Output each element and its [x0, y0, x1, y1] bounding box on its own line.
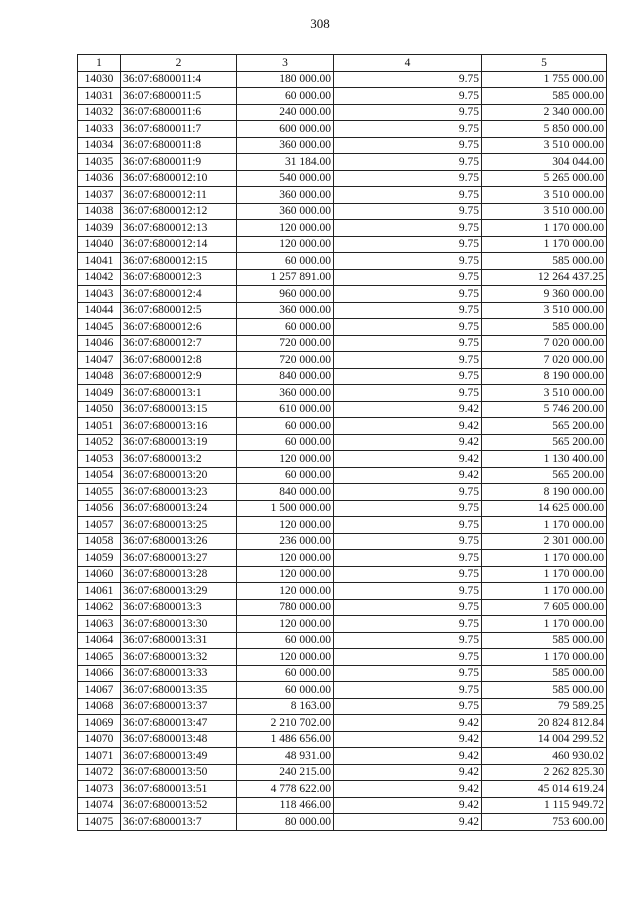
row-number-cell: 14051 [78, 418, 121, 435]
rate-cell: 9.75 [334, 104, 482, 121]
table-row [78, 616, 607, 633]
table-row [78, 368, 607, 385]
cadastral-number-cell: 36:07:6800012:13 [121, 220, 237, 237]
rate-cell: 9.75 [334, 302, 482, 319]
value-cell: 1 170 000.00 [482, 616, 607, 633]
value-cell: 1 130 400.00 [482, 451, 607, 468]
value-cell: 7 020 000.00 [482, 352, 607, 369]
rate-cell: 9.75 [334, 335, 482, 352]
cadastral-number-cell: 36:07:6800013:51 [121, 781, 237, 798]
cadastral-number-cell: 36:07:6800013:50 [121, 764, 237, 781]
row-number-cell: 14039 [78, 220, 121, 237]
cadastral-number-cell: 36:07:6800012:8 [121, 352, 237, 369]
area-cell: 120 000.00 [237, 451, 334, 468]
table-row [78, 467, 607, 484]
table-row [78, 121, 607, 138]
table-row [78, 335, 607, 352]
table-row [78, 236, 607, 253]
row-number-cell: 14036 [78, 170, 121, 187]
value-cell: 2 301 000.00 [482, 533, 607, 550]
cadastral-number-cell: 36:07:6800011:6 [121, 104, 237, 121]
row-number-cell: 14034 [78, 137, 121, 154]
cadastral-number-cell: 36:07:6800013:33 [121, 665, 237, 682]
table-row [78, 748, 607, 765]
value-cell: 1 170 000.00 [482, 550, 607, 567]
area-cell: 360 000.00 [237, 187, 334, 204]
cadastral-number-cell: 36:07:6800013:48 [121, 731, 237, 748]
rate-cell: 9.75 [334, 682, 482, 699]
value-cell: 304 044.00 [482, 154, 607, 171]
rate-cell: 9.75 [334, 236, 482, 253]
rate-cell: 9.42 [334, 467, 482, 484]
area-cell: 120 000.00 [237, 236, 334, 253]
area-cell: 60 000.00 [237, 434, 334, 451]
table-row [78, 632, 607, 649]
row-number-cell: 14054 [78, 467, 121, 484]
table-row [78, 220, 607, 237]
area-cell: 600 000.00 [237, 121, 334, 138]
row-number-cell: 14041 [78, 253, 121, 270]
row-number-cell: 14040 [78, 236, 121, 253]
cadastral-number-cell: 36:07:6800012:15 [121, 253, 237, 270]
cadastral-number-cell: 36:07:6800012:6 [121, 319, 237, 336]
cadastral-number-cell: 36:07:6800013:29 [121, 583, 237, 600]
area-cell: 360 000.00 [237, 385, 334, 402]
value-cell: 2 262 825.30 [482, 764, 607, 781]
rate-cell: 9.42 [334, 451, 482, 468]
cadastral-number-cell: 36:07:6800013:28 [121, 566, 237, 583]
table-row [78, 434, 607, 451]
row-number-cell: 14071 [78, 748, 121, 765]
cadastral-number-cell: 36:07:6800013:3 [121, 599, 237, 616]
row-number-cell: 14067 [78, 682, 121, 699]
value-cell: 8 190 000.00 [482, 484, 607, 501]
area-cell: 4 778 622.00 [237, 781, 334, 798]
table-row [78, 814, 607, 831]
rate-cell: 9.75 [334, 170, 482, 187]
row-number-cell: 14056 [78, 500, 121, 517]
value-cell: 3 510 000.00 [482, 187, 607, 204]
table-row [78, 71, 607, 88]
table-row [78, 104, 607, 121]
area-cell: 60 000.00 [237, 665, 334, 682]
rate-cell: 9.42 [334, 418, 482, 435]
area-cell: 240 000.00 [237, 104, 334, 121]
rate-cell: 9.75 [334, 698, 482, 715]
rate-cell: 9.75 [334, 71, 482, 88]
cadastral-number-cell: 36:07:6800013:35 [121, 682, 237, 699]
value-cell: 585 000.00 [482, 665, 607, 682]
row-number-cell: 14049 [78, 385, 121, 402]
area-cell: 360 000.00 [237, 302, 334, 319]
table-row [78, 302, 607, 319]
cadastral-number-cell: 36:07:6800012:12 [121, 203, 237, 220]
value-cell: 753 600.00 [482, 814, 607, 831]
value-cell: 585 000.00 [482, 88, 607, 105]
table-row [78, 269, 607, 286]
table-row [78, 550, 607, 567]
value-cell: 565 200.00 [482, 467, 607, 484]
rate-cell: 9.75 [334, 220, 482, 237]
rate-cell: 9.75 [334, 286, 482, 303]
row-number-cell: 14064 [78, 632, 121, 649]
row-number-cell: 14060 [78, 566, 121, 583]
area-cell: 2 210 702.00 [237, 715, 334, 732]
area-cell: 236 000.00 [237, 533, 334, 550]
rate-cell: 9.75 [334, 517, 482, 534]
value-cell: 79 589.25 [482, 698, 607, 715]
table-row [78, 286, 607, 303]
cadastral-number-cell: 36:07:6800013:25 [121, 517, 237, 534]
cadastral-number-cell: 36:07:6800012:5 [121, 302, 237, 319]
rate-cell: 9.42 [334, 748, 482, 765]
rate-cell: 9.75 [334, 616, 482, 633]
row-number-cell: 14045 [78, 319, 121, 336]
value-cell: 1 170 000.00 [482, 236, 607, 253]
area-cell: 80 000.00 [237, 814, 334, 831]
value-cell: 3 510 000.00 [482, 137, 607, 154]
value-cell: 5 746 200.00 [482, 401, 607, 418]
cadastral-number-cell: 36:07:6800013:24 [121, 500, 237, 517]
area-cell: 360 000.00 [237, 203, 334, 220]
table-row [78, 352, 607, 369]
table-row [78, 484, 607, 501]
value-cell: 14 004 299.52 [482, 731, 607, 748]
table-row [78, 517, 607, 534]
area-cell: 610 000.00 [237, 401, 334, 418]
area-cell: 960 000.00 [237, 286, 334, 303]
row-number-cell: 14044 [78, 302, 121, 319]
value-cell: 1 170 000.00 [482, 583, 607, 600]
value-cell: 1 170 000.00 [482, 649, 607, 666]
value-cell: 1 170 000.00 [482, 220, 607, 237]
rate-cell: 9.75 [334, 121, 482, 138]
table-row [78, 583, 607, 600]
cadastral-number-cell: 36:07:6800013:31 [121, 632, 237, 649]
area-cell: 360 000.00 [237, 137, 334, 154]
row-number-cell: 14069 [78, 715, 121, 732]
value-cell: 3 510 000.00 [482, 203, 607, 220]
row-number-cell: 14068 [78, 698, 121, 715]
table-row [78, 682, 607, 699]
table-row [78, 154, 607, 171]
row-number-cell: 14048 [78, 368, 121, 385]
row-number-cell: 14035 [78, 154, 121, 171]
value-cell: 1 115 949.72 [482, 797, 607, 814]
column-header-5: 5 [482, 55, 607, 72]
row-number-cell: 14052 [78, 434, 121, 451]
area-cell: 240 215.00 [237, 764, 334, 781]
cadastral-number-cell: 36:07:6800013:23 [121, 484, 237, 501]
area-cell: 720 000.00 [237, 335, 334, 352]
area-cell: 1 257 891.00 [237, 269, 334, 286]
table-row [78, 137, 607, 154]
cadastral-number-cell: 36:07:6800013:15 [121, 401, 237, 418]
table-row [78, 203, 607, 220]
area-cell: 60 000.00 [237, 682, 334, 699]
table-row [78, 698, 607, 715]
rate-cell: 9.42 [334, 814, 482, 831]
table-row [78, 88, 607, 105]
value-cell: 9 360 000.00 [482, 286, 607, 303]
value-cell: 585 000.00 [482, 682, 607, 699]
cadastral-number-cell: 36:07:6800013:30 [121, 616, 237, 633]
value-cell: 1 170 000.00 [482, 566, 607, 583]
value-cell: 3 510 000.00 [482, 385, 607, 402]
row-number-cell: 14074 [78, 797, 121, 814]
value-cell: 585 000.00 [482, 632, 607, 649]
cadastral-number-cell: 36:07:6800011:7 [121, 121, 237, 138]
row-number-cell: 14043 [78, 286, 121, 303]
table-row [78, 731, 607, 748]
rate-cell: 9.42 [334, 731, 482, 748]
cadastral-number-cell: 36:07:6800013:27 [121, 550, 237, 567]
cadastral-number-cell: 36:07:6800013:47 [121, 715, 237, 732]
area-cell: 840 000.00 [237, 368, 334, 385]
row-number-cell: 14058 [78, 533, 121, 550]
column-header-3: 3 [237, 55, 334, 72]
value-cell: 7 605 000.00 [482, 599, 607, 616]
row-number-cell: 14055 [78, 484, 121, 501]
cadastral-number-cell: 36:07:6800012:14 [121, 236, 237, 253]
area-cell: 1 486 656.00 [237, 731, 334, 748]
rate-cell: 9.75 [334, 484, 482, 501]
table-row [78, 385, 607, 402]
table-row [78, 715, 607, 732]
cadastral-number-cell: 36:07:6800013:1 [121, 385, 237, 402]
rate-cell: 9.75 [334, 187, 482, 204]
table-header-row [78, 55, 607, 72]
area-cell: 8 163.00 [237, 698, 334, 715]
cadastral-number-cell: 36:07:6800013:19 [121, 434, 237, 451]
area-cell: 120 000.00 [237, 220, 334, 237]
area-cell: 118 466.00 [237, 797, 334, 814]
value-cell: 14 625 000.00 [482, 500, 607, 517]
area-cell: 120 000.00 [237, 583, 334, 600]
rate-cell: 9.75 [334, 203, 482, 220]
table-row [78, 566, 607, 583]
area-cell: 180 000.00 [237, 71, 334, 88]
area-cell: 60 000.00 [237, 632, 334, 649]
column-header-2: 2 [121, 55, 237, 72]
table-row [78, 781, 607, 798]
row-number-cell: 14062 [78, 599, 121, 616]
table-row [78, 170, 607, 187]
row-number-cell: 14046 [78, 335, 121, 352]
area-cell: 120 000.00 [237, 550, 334, 567]
cadastral-number-cell: 36:07:6800013:20 [121, 467, 237, 484]
area-cell: 840 000.00 [237, 484, 334, 501]
rate-cell: 9.75 [334, 665, 482, 682]
cadastral-number-cell: 36:07:6800011:9 [121, 154, 237, 171]
area-cell: 31 184.00 [237, 154, 334, 171]
row-number-cell: 14061 [78, 583, 121, 600]
value-cell: 5 265 000.00 [482, 170, 607, 187]
rate-cell: 9.75 [334, 533, 482, 550]
table-row [78, 533, 607, 550]
cadastral-number-cell: 36:07:6800012:9 [121, 368, 237, 385]
value-cell: 45 014 619.24 [482, 781, 607, 798]
cadastral-number-cell: 36:07:6800013:52 [121, 797, 237, 814]
row-number-cell: 14075 [78, 814, 121, 831]
value-cell: 565 200.00 [482, 434, 607, 451]
value-cell: 2 340 000.00 [482, 104, 607, 121]
row-number-cell: 14047 [78, 352, 121, 369]
row-number-cell: 14050 [78, 401, 121, 418]
column-header-4: 4 [334, 55, 482, 72]
rate-cell: 9.75 [334, 368, 482, 385]
row-number-cell: 14073 [78, 781, 121, 798]
cadastral-number-cell: 36:07:6800013:2 [121, 451, 237, 468]
area-cell: 720 000.00 [237, 352, 334, 369]
row-number-cell: 14063 [78, 616, 121, 633]
area-cell: 48 931.00 [237, 748, 334, 765]
page-number: 308 [310, 16, 330, 31]
area-cell: 780 000.00 [237, 599, 334, 616]
rate-cell: 9.42 [334, 434, 482, 451]
cadastral-number-cell: 36:07:6800013:26 [121, 533, 237, 550]
cadastral-number-cell: 36:07:6800013:7 [121, 814, 237, 831]
rate-cell: 9.75 [334, 88, 482, 105]
table-row [78, 665, 607, 682]
rate-cell: 9.75 [334, 154, 482, 171]
area-cell: 60 000.00 [237, 418, 334, 435]
row-number-cell: 14072 [78, 764, 121, 781]
row-number-cell: 14057 [78, 517, 121, 534]
rate-cell: 9.42 [334, 764, 482, 781]
rate-cell: 9.75 [334, 599, 482, 616]
row-number-cell: 14042 [78, 269, 121, 286]
data-table [77, 54, 607, 831]
table-row [78, 599, 607, 616]
cadastral-number-cell: 36:07:6800011:8 [121, 137, 237, 154]
row-number-cell: 14037 [78, 187, 121, 204]
row-number-cell: 14053 [78, 451, 121, 468]
area-cell: 60 000.00 [237, 253, 334, 270]
area-cell: 60 000.00 [237, 467, 334, 484]
cadastral-number-cell: 36:07:6800013:49 [121, 748, 237, 765]
value-cell: 585 000.00 [482, 253, 607, 270]
area-cell: 1 500 000.00 [237, 500, 334, 517]
rate-cell: 9.75 [334, 352, 482, 369]
area-cell: 120 000.00 [237, 649, 334, 666]
rate-cell: 9.42 [334, 401, 482, 418]
row-number-cell: 14031 [78, 88, 121, 105]
row-number-cell: 14066 [78, 665, 121, 682]
table-row [78, 649, 607, 666]
cadastral-number-cell: 36:07:6800011:4 [121, 71, 237, 88]
column-header-1: 1 [78, 55, 121, 72]
row-number-cell: 14033 [78, 121, 121, 138]
rate-cell: 9.75 [334, 137, 482, 154]
rate-cell: 9.42 [334, 781, 482, 798]
rate-cell: 9.42 [334, 797, 482, 814]
area-cell: 540 000.00 [237, 170, 334, 187]
row-number-cell: 14038 [78, 203, 121, 220]
value-cell: 1 170 000.00 [482, 517, 607, 534]
cadastral-number-cell: 36:07:6800013:37 [121, 698, 237, 715]
table-row [78, 500, 607, 517]
row-number-cell: 14070 [78, 731, 121, 748]
rate-cell: 9.42 [334, 715, 482, 732]
table-row [78, 451, 607, 468]
value-cell: 8 190 000.00 [482, 368, 607, 385]
value-cell: 565 200.00 [482, 418, 607, 435]
table-row [78, 187, 607, 204]
table-row [78, 764, 607, 781]
rate-cell: 9.75 [334, 649, 482, 666]
area-cell: 60 000.00 [237, 88, 334, 105]
value-cell: 585 000.00 [482, 319, 607, 336]
table-row [78, 401, 607, 418]
rate-cell: 9.75 [334, 269, 482, 286]
value-cell: 460 930.02 [482, 748, 607, 765]
cadastral-number-cell: 36:07:6800013:32 [121, 649, 237, 666]
rate-cell: 9.75 [334, 632, 482, 649]
cadastral-number-cell: 36:07:6800012:4 [121, 286, 237, 303]
area-cell: 120 000.00 [237, 566, 334, 583]
cadastral-number-cell: 36:07:6800012:11 [121, 187, 237, 204]
row-number-cell: 14065 [78, 649, 121, 666]
cadastral-number-cell: 36:07:6800012:10 [121, 170, 237, 187]
row-number-cell: 14030 [78, 71, 121, 88]
area-cell: 120 000.00 [237, 517, 334, 534]
cadastral-number-cell: 36:07:6800011:5 [121, 88, 237, 105]
value-cell: 3 510 000.00 [482, 302, 607, 319]
value-cell: 1 755 000.00 [482, 71, 607, 88]
cadastral-number-cell: 36:07:6800013:16 [121, 418, 237, 435]
cadastral-number-cell: 36:07:6800012:3 [121, 269, 237, 286]
area-cell: 60 000.00 [237, 319, 334, 336]
rate-cell: 9.75 [334, 566, 482, 583]
value-cell: 12 264 437.25 [482, 269, 607, 286]
rate-cell: 9.75 [334, 550, 482, 567]
value-cell: 5 850 000.00 [482, 121, 607, 138]
cadastral-number-cell: 36:07:6800012:7 [121, 335, 237, 352]
table-row [78, 797, 607, 814]
rate-cell: 9.75 [334, 385, 482, 402]
rate-cell: 9.75 [334, 583, 482, 600]
rate-cell: 9.75 [334, 253, 482, 270]
row-number-cell: 14059 [78, 550, 121, 567]
rate-cell: 9.75 [334, 500, 482, 517]
value-cell: 7 020 000.00 [482, 335, 607, 352]
row-number-cell: 14032 [78, 104, 121, 121]
table-row [78, 418, 607, 435]
table-row [78, 319, 607, 336]
value-cell: 20 824 812.84 [482, 715, 607, 732]
rate-cell: 9.75 [334, 319, 482, 336]
table-row [78, 253, 607, 270]
area-cell: 120 000.00 [237, 616, 334, 633]
